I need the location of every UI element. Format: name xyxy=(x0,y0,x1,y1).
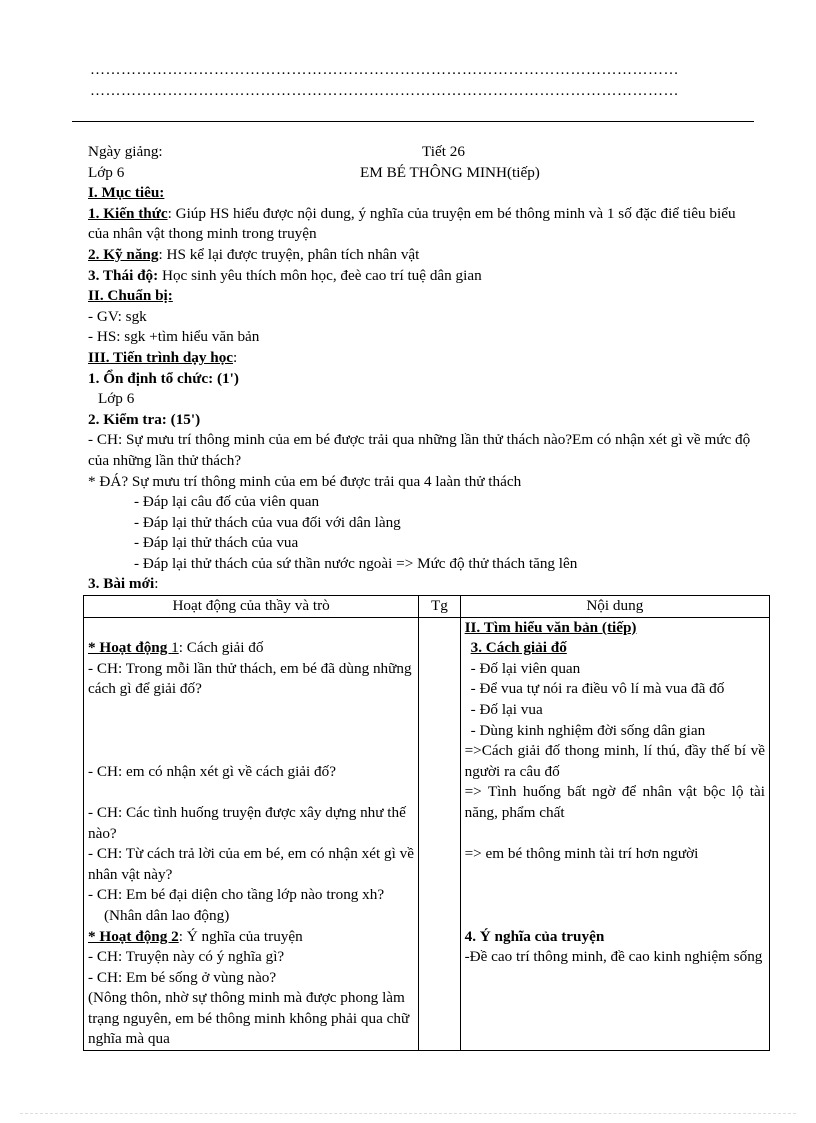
skill-objective xyxy=(88,245,768,266)
process-heading: III. Tiến trình dạy học xyxy=(88,348,234,366)
process-heading-colon: : xyxy=(233,348,238,366)
preparation-heading: II. Chuẩn bị: xyxy=(88,287,173,305)
step-1-class: Lớp 6 xyxy=(98,390,135,408)
answer-item: - Đáp lại thử thách của vua xyxy=(134,534,299,552)
objectives-heading: I. Mục tiêu: xyxy=(88,184,165,202)
question-4: - CH: Từ cách trả lời của em bé, em có nhận xét gì về nhân vật này? xyxy=(88,845,414,883)
attitude-text: Học sinh yêu thích môn học, đeè cao trí tuệ dân gian xyxy=(158,266,482,284)
skill-text: : HS kể lại được truyện, phân tích nhân vật xyxy=(158,245,420,263)
step-3-row xyxy=(88,574,768,595)
attitude-objective xyxy=(88,266,768,287)
date-label: Ngày giảng: xyxy=(88,143,163,160)
col-time-header: Tg xyxy=(419,596,460,618)
time-cell xyxy=(419,617,460,1050)
conclusion-3: => em bé thông minh tài trí hơn người xyxy=(464,845,699,863)
activity-1-label: * Hoạt động xyxy=(88,639,172,657)
step-1: 1. Ổn định tổ chức: (1') xyxy=(88,369,239,387)
conclusion-2: => Tình huống bất ngờ để nhân vật bộc lộ tài năng, phẩm chất xyxy=(464,783,765,821)
activity-2-text: : Ý nghĩa của truyện xyxy=(178,927,303,945)
class-row xyxy=(88,163,768,184)
activity-1-heading xyxy=(88,638,414,659)
activity-1-number: 1 xyxy=(171,639,179,657)
dotted-line-1: …………………………………………………………………………………………………… xyxy=(90,62,679,78)
skill-label: 2. Kỹ năng xyxy=(88,245,159,263)
activities-cell xyxy=(84,617,419,1050)
check-question: - CH: Sự mưu trí thông minh của em bé được trải qua những lần thử thách nào?Em có nhận xét gì về mức độ của những lần thử thách? xyxy=(88,431,751,469)
content-item: - Đố lại vua xyxy=(470,700,543,718)
process-heading-row xyxy=(88,348,768,369)
table-header-row xyxy=(84,596,770,618)
meaning-text: -Đề cao trí thông minh, đề cao kinh nghiệm sống xyxy=(464,948,763,966)
answer-item: - Đáp lại thử thách của vua đối với dân làng xyxy=(134,513,401,531)
class-label: Lớp 6 xyxy=(88,163,125,181)
content-cell xyxy=(460,617,769,1050)
question-7: - CH: Em bé sống ở vùng nào? xyxy=(88,968,277,986)
question-3: - CH: Các tình huống truyện được xây dựng như thế nào? xyxy=(88,803,406,842)
step-3-colon: : xyxy=(154,575,159,593)
knowledge-label: 1. Kiến thức xyxy=(88,204,168,222)
date-row xyxy=(88,142,768,163)
col-content-header: Nội dung xyxy=(460,596,769,618)
question-2: - CH: em có nhận xét gì về cách giải đố? xyxy=(88,762,336,780)
activity-table xyxy=(83,595,770,1051)
lesson-title: EM BÉ THÔNG MINH(tiếp) xyxy=(360,163,540,181)
activity-2-heading xyxy=(88,927,414,948)
col-activity-header: Hoạt động của thầy và trò xyxy=(84,596,419,618)
activity-2-label: * Hoạt động 2 xyxy=(88,927,179,945)
content-heading: II. Tìm hiểu văn bản (tiếp) xyxy=(464,618,637,636)
question-1: - CH: Trong mỗi lần thử thách, em bé đã dùng những cách gì để giải đố? xyxy=(88,659,412,698)
answer-item: - Đáp lại câu đố của viên quan xyxy=(134,493,320,511)
knowledge-objective xyxy=(88,204,758,245)
content-item: - Dùng kinh nghiệm đời sống dân gian xyxy=(470,721,706,739)
question-6: - CH: Truyện này có ý nghĩa gì? xyxy=(88,948,285,966)
activity-1-text: : Cách giải đố xyxy=(178,639,264,657)
lesson-plan-body xyxy=(88,142,768,595)
answer-7: (Nông thôn, nhờ sự thông minh mà được phong làm trạng nguyên, em bé thông minh không phải qua chữ nghĩa mà qua xyxy=(88,989,410,1048)
step-2: 2. Kiểm tra: (15') xyxy=(88,410,201,428)
answer-item: - Đáp lại thử thách của sứ thần nước ngoài => Mức độ thử thách tăng lên xyxy=(134,554,578,572)
table-body-row xyxy=(84,617,770,1050)
answer-5: (Nhân dân lao động) xyxy=(104,906,230,924)
teacher-prep: - GV: sgk xyxy=(88,307,147,325)
check-answer: * ĐÁ? Sự mưu trí thông minh của em bé được trải qua 4 laàn thử thách xyxy=(88,472,522,490)
step-3: 3. Bài mới xyxy=(88,575,155,593)
knowledge-text: : Giúp HS hiểu được nội dung, ý nghĩa của truyện em bé thông minh và 1 số đặc điể tiêu biểu của nhân vật thong minh trong truyện xyxy=(88,204,736,243)
header-divider xyxy=(72,121,754,122)
content-item: - Đố lại viên quan xyxy=(470,659,581,677)
lesson-number: Tiết 26 xyxy=(422,143,465,160)
content-sub-4: 4. Ý nghĩa của truyện xyxy=(464,927,605,945)
conclusion-1: =>Cách giải đố thong minh, lí thú, đầy thế bí về người ra câu đố xyxy=(464,742,765,780)
dotted-line-2: …………………………………………………………………………………………………… xyxy=(90,83,679,99)
page-bottom-border xyxy=(20,1113,796,1114)
content-item: - Để vua tự nói ra điều vô lí mà vua đã đố xyxy=(470,680,725,698)
question-5: - CH: Em bé đại diện cho tầng lớp nào trong xh? xyxy=(88,886,385,904)
content-sub-3: 3. Cách giải đố xyxy=(470,639,567,657)
student-prep: - HS: sgk +tìm hiểu văn bản xyxy=(88,328,260,346)
attitude-label: 3. Thái độ: xyxy=(88,266,159,284)
